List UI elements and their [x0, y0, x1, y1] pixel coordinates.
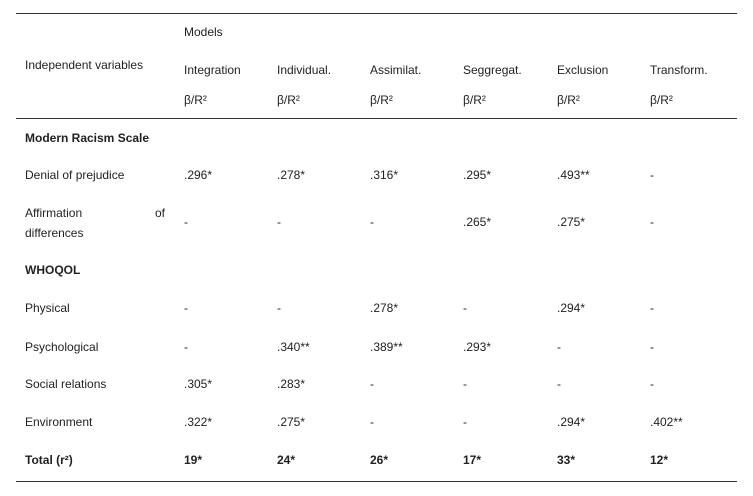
table-cell: .294* — [557, 301, 586, 315]
row-label: Affirmation — [25, 206, 83, 220]
table-cell: 12* — [650, 453, 669, 467]
column-header-seggregat: Seggregat. — [463, 63, 522, 77]
row-label: Denial of prejudice — [25, 168, 125, 182]
table-cell: .305* — [184, 377, 213, 391]
column-header-assimilat: Assimilat. — [370, 63, 422, 77]
table-cell: .389** — [370, 340, 403, 354]
table-cell: - — [463, 377, 467, 391]
table-cell: - — [277, 215, 281, 229]
table-cell: - — [650, 215, 654, 229]
table-cell: .493** — [557, 168, 590, 182]
table-cell: .275* — [277, 415, 306, 429]
table-cell: .316* — [370, 168, 399, 182]
row-label-of: of — [155, 206, 166, 220]
table-cell: - — [277, 301, 281, 315]
table-cell: - — [650, 301, 654, 315]
table-cell: 26* — [370, 453, 389, 467]
table-cell: .278* — [370, 301, 399, 315]
column-stat-label: β/R² — [277, 93, 300, 107]
table-cell: - — [184, 340, 188, 354]
table-cell: .278* — [277, 168, 306, 182]
table-cell: .402** — [650, 415, 683, 429]
column-header-exclusion: Exclusion — [557, 63, 609, 77]
header-models-label: Models — [184, 25, 223, 39]
table-cell: - — [184, 301, 188, 315]
row-label: Psychological — [25, 340, 99, 354]
row-label: Environment — [25, 415, 93, 429]
row-label: Social relations — [25, 377, 107, 391]
row-label-continued: differences — [25, 226, 84, 240]
table-top-rule — [16, 13, 737, 14]
table-cell: .283* — [277, 377, 306, 391]
table-cell: - — [650, 340, 654, 354]
row-label: Total (r²) — [25, 453, 73, 467]
column-stat-label: β/R² — [463, 93, 486, 107]
table-cell: - — [557, 340, 561, 354]
column-stat-label: β/R² — [370, 93, 393, 107]
table-cell: .296* — [184, 168, 213, 182]
column-stat-label: β/R² — [557, 93, 580, 107]
table-cell: - — [370, 377, 374, 391]
table-cell: - — [184, 215, 188, 229]
column-stat-label: β/R² — [184, 93, 207, 107]
column-header-integration: Integration — [184, 63, 241, 77]
table-cell: - — [370, 415, 374, 429]
table-bottom-rule — [16, 481, 737, 482]
table-cell: - — [650, 168, 654, 182]
table-cell: .295* — [463, 168, 492, 182]
table-cell: .275* — [557, 215, 586, 229]
table-cell: - — [370, 215, 374, 229]
column-stat-label: β/R² — [650, 93, 673, 107]
table-cell: .293* — [463, 340, 492, 354]
row-label: WHOQOL — [25, 263, 81, 277]
table-cell: .294* — [557, 415, 586, 429]
table-cell: 17* — [463, 453, 482, 467]
row-label: Modern Racism Scale — [25, 131, 150, 145]
row-label: Physical — [25, 301, 70, 315]
table-cell: - — [650, 377, 654, 391]
table-cell: .340** — [277, 340, 310, 354]
table-cell: 24* — [277, 453, 296, 467]
table-cell: .265* — [463, 215, 492, 229]
column-header-transform: Transform. — [650, 63, 708, 77]
table-header-rule — [16, 118, 737, 119]
table-cell: .322* — [184, 415, 213, 429]
table-cell: - — [463, 301, 467, 315]
table-cell: 33* — [557, 453, 576, 467]
column-header-individual: Individual. — [277, 63, 332, 77]
table-cell: - — [463, 415, 467, 429]
table-cell: 19* — [184, 453, 203, 467]
header-independent-variables: Independent variables — [25, 58, 144, 72]
table-cell: - — [557, 377, 561, 391]
